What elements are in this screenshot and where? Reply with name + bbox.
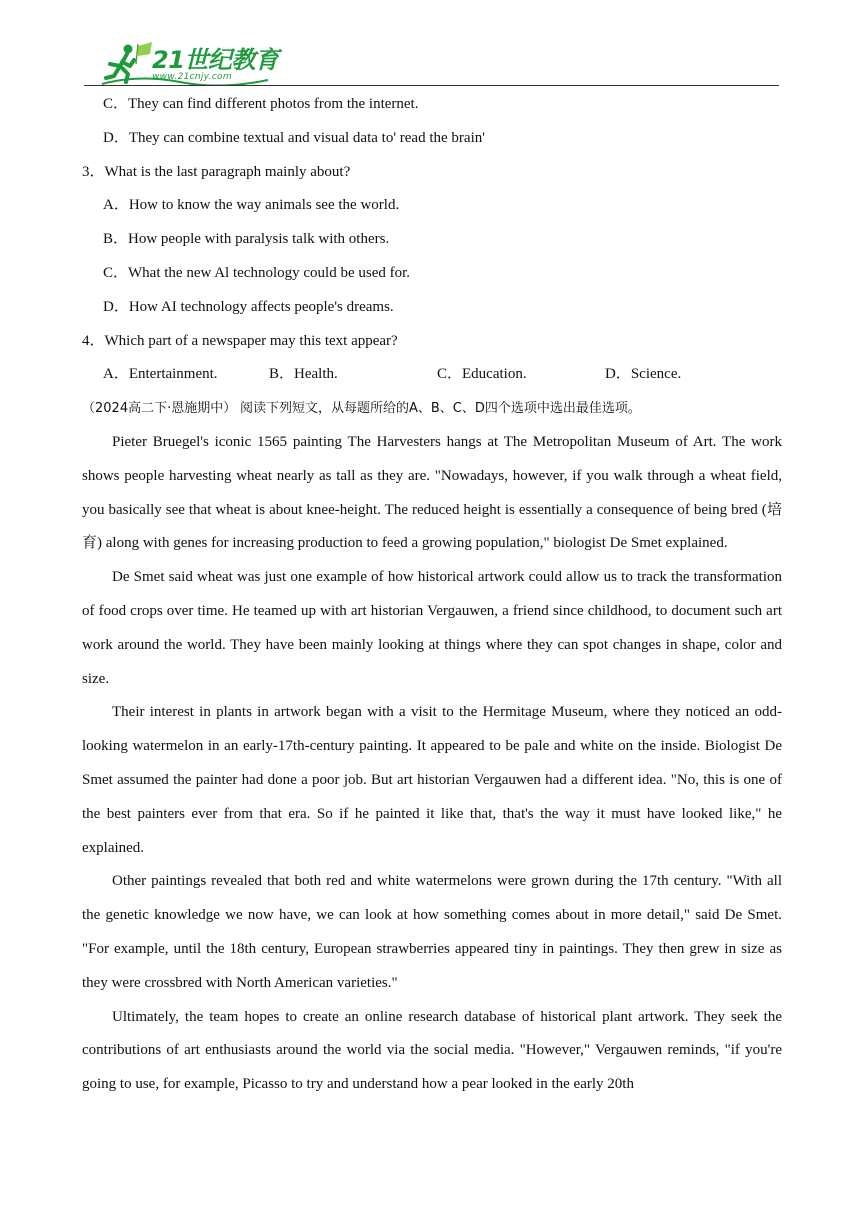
logo-url: www.21cnjy.com xyxy=(152,72,232,82)
passage-paragraph-1: Pieter Bruegel's iconic 1565 painting The Harvesters hangs at The Metropolitan Museum of Art. The work shows people harvesting wheat nearly as tall as they are. "Nowadays, however, if you walk through a wheat field, you basically see that wheat is about knee-height. The reduced height is essentially a consequence of being bred (培育) along with genes for increasing production to feed a growing population," biologist De Smet explained. xyxy=(82,433,782,552)
q3-option-c: C．What the new Al technology could be used for. xyxy=(103,264,411,281)
q3-stem: 3．What is the last paragraph mainly about? xyxy=(82,163,351,180)
q4-stem: 4．Which part of a newspaper may this text appear? xyxy=(82,332,398,349)
q4-option-d: D．Science. xyxy=(605,366,682,383)
passage-paragraph-3: Their interest in plants in artwork began with a visit to the Hermitage Museum, where they noticed an odd-looking watermelon in an early-17th-century painting. It appeared to be pale and white on the inside. Biologist De Smet assumed the painter had done a poor job. But art historian Vergauwen had a different idea. "No, this is one of the best painters ever from that era. So if he painted it like that, that's the way it must have looked like," he explained. xyxy=(82,704,782,856)
q3-option-b: B．How people with paralysis talk with others. xyxy=(103,231,390,248)
q4-option-b: B．Health. xyxy=(269,366,338,383)
section-source: （2024高二下·恩施期中） xyxy=(82,401,237,417)
passage-paragraph-4: Other paintings revealed that both red and white watermelons were grown during the 17th century. "With all the genetic knowledge we now have, we can look at how something comes about in more detail," said De Smet. "For example, until the 18th century, European strawberries appeared tiny in paintings. They then grew in size as they were crossbred with North American varieties." xyxy=(82,873,782,991)
q4-option-c: C．Education. xyxy=(437,366,527,383)
q3-option-a: A．How to know the way animals see the world. xyxy=(103,197,400,214)
passage-paragraph-2: De Smet said wheat was just one example of how historical artwork could allow us to track the transformation of food crops over time. He teamed up with art historian Vergauwen, a friend since childhood, to document such art work around the world. They have been mainly looking at things where they can spot changes in shape, color and size. xyxy=(82,569,782,687)
section-instruction: 阅读下列短文，从每题所给的A、B、C、D四个选项中选出最佳选项。 xyxy=(239,401,641,417)
q2-option-d: D．They can combine textual and visual data to' read the brain' xyxy=(103,129,485,146)
document-body xyxy=(82,88,782,1102)
section-header xyxy=(82,392,782,426)
q2-option-c: C．They can find different photos from the internet. xyxy=(103,96,419,112)
page-header xyxy=(0,0,860,92)
q4-option-a: A．Entertainment. xyxy=(103,366,218,383)
passage-paragraph-5: Ultimately, the team hopes to create an online research database of historical plant artwork. They seek the contributions of art enthusiasts around the world via the social media. "However," Vergauwen reminds, "if you're going to use, for example, Picasso to try and understand how a pear looked in the early 20th xyxy=(82,1008,782,1093)
q3-option-d: D．How AI technology affects people's dreams. xyxy=(103,298,394,315)
logo-wordmark: 21世纪教育 xyxy=(152,46,279,74)
q4-options xyxy=(82,358,782,392)
header-divider xyxy=(84,85,779,86)
